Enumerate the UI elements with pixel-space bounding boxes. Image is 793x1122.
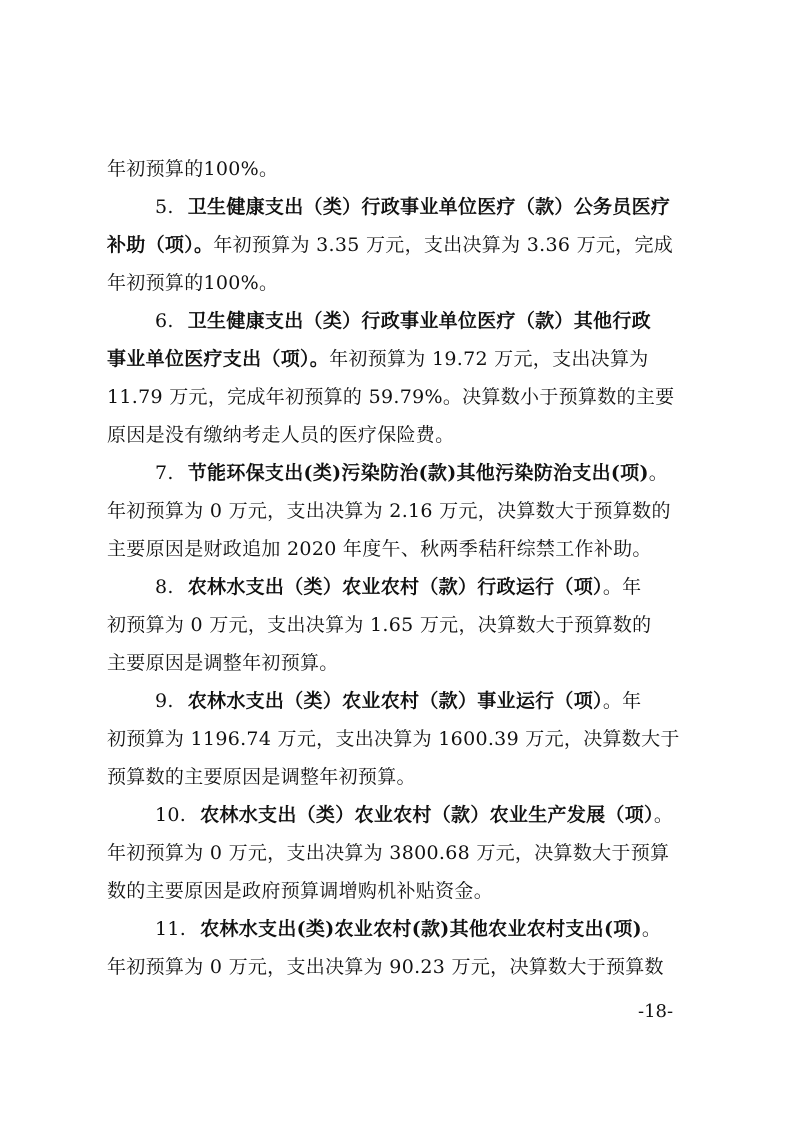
item-heading-line: [107, 796, 687, 834]
line-text: 主要原因是调整年初预算。: [107, 652, 339, 674]
line-text: 年初预算的100%。: [107, 272, 279, 294]
line-text: 年初预算为 19.72 万元，支出决算为: [329, 348, 649, 370]
line-text: 预算数的主要原因是调整年初预算。: [107, 766, 416, 788]
item-title: 补助（项）。: [107, 234, 214, 256]
item-number: 6.: [155, 310, 174, 332]
text-line: [107, 606, 687, 644]
text-line: [107, 834, 687, 872]
text-line: [107, 378, 687, 416]
text-line: [107, 644, 687, 682]
line-text: 原因是没有缴纳考走人员的医疗保险费。: [107, 424, 455, 446]
text-line: [107, 492, 687, 530]
text-line: [107, 530, 687, 568]
text-line: [107, 150, 687, 188]
item-title: 农林水支出（类）农业农村（款）事业运行（项）: [187, 690, 603, 712]
line-text: 数的主要原因是政府预算调增购机补贴资金。: [107, 880, 494, 902]
item-number: 7.: [155, 462, 174, 484]
line-text: 。: [641, 918, 662, 940]
item-heading-line: [107, 682, 687, 720]
item-title: 农林水支出(类)农业农村(款)其他农业农村支出(项): [200, 918, 642, 940]
line-text: 初预算为 1196.74 万元，支出决算为 1600.39 万元，决算数大于: [107, 728, 680, 750]
item-title: 节能环保支出(类)污染防治(款)其他污染防治支出(项): [187, 462, 649, 484]
text-line: [107, 720, 687, 758]
item-number: 9.: [155, 690, 174, 712]
item-title: 事业单位医疗支出（项）。: [107, 348, 330, 370]
item-heading-line: [107, 910, 687, 948]
line-text: 年初预算为 3.35 万元，支出决算为 3.36 万元，完成: [213, 234, 674, 256]
item-title: 卫生健康支出（类）行政事业单位医疗（款）其他行政: [187, 310, 651, 332]
line-text: 初预算为 0 万元，支出决算为 1.65 万元，决算数大于预算数的: [107, 614, 652, 636]
item-heading-line: [107, 188, 687, 226]
text-line: [107, 226, 687, 264]
body-text: [107, 150, 687, 986]
line-text: 年初预算的100%。: [107, 158, 279, 180]
line-text: 。年: [602, 690, 642, 712]
item-number: 10.: [155, 804, 187, 826]
text-line: [107, 416, 687, 454]
text-line: [107, 872, 687, 910]
item-number: 8.: [155, 576, 174, 598]
line-text: 。年: [602, 576, 642, 598]
item-number: 5.: [155, 196, 174, 218]
text-line: [107, 340, 687, 378]
page-number: -18-: [638, 1001, 674, 1022]
line-text: 主要原因是财政追加 2020 年度午、秋两季秸秆综禁工作补助。: [107, 538, 652, 560]
item-title: 农林水支出（类）农业农村（款）行政运行（项）: [187, 576, 603, 598]
text-line: [107, 758, 687, 796]
item-title: 卫生健康支出（类）行政事业单位医疗（款）公务员医疗: [187, 196, 671, 218]
line-text: 年初预算为 0 万元，支出决算为 3800.68 万元，决算数大于预算: [107, 842, 670, 864]
item-heading-line: [107, 568, 687, 606]
line-text: 年初预算为 0 万元，支出决算为 90.23 万元，决算数大于预算数: [107, 956, 664, 978]
text-line: [107, 948, 687, 986]
line-text: 。: [653, 804, 674, 826]
text-line: [107, 264, 687, 302]
item-number: 11.: [155, 918, 187, 940]
line-text: 年初预算为 0 万元，支出决算为 2.16 万元，决算数大于预算数的: [107, 500, 671, 522]
item-title: 农林水支出（类）农业农村（款）农业生产发展（项）: [200, 804, 654, 826]
line-text: 11.79 万元，完成年初预算的 59.79%。决算数小于预算数的主要: [107, 386, 675, 408]
item-heading-line: [107, 454, 687, 492]
item-heading-line: [107, 302, 687, 340]
line-text: 。: [648, 462, 669, 484]
